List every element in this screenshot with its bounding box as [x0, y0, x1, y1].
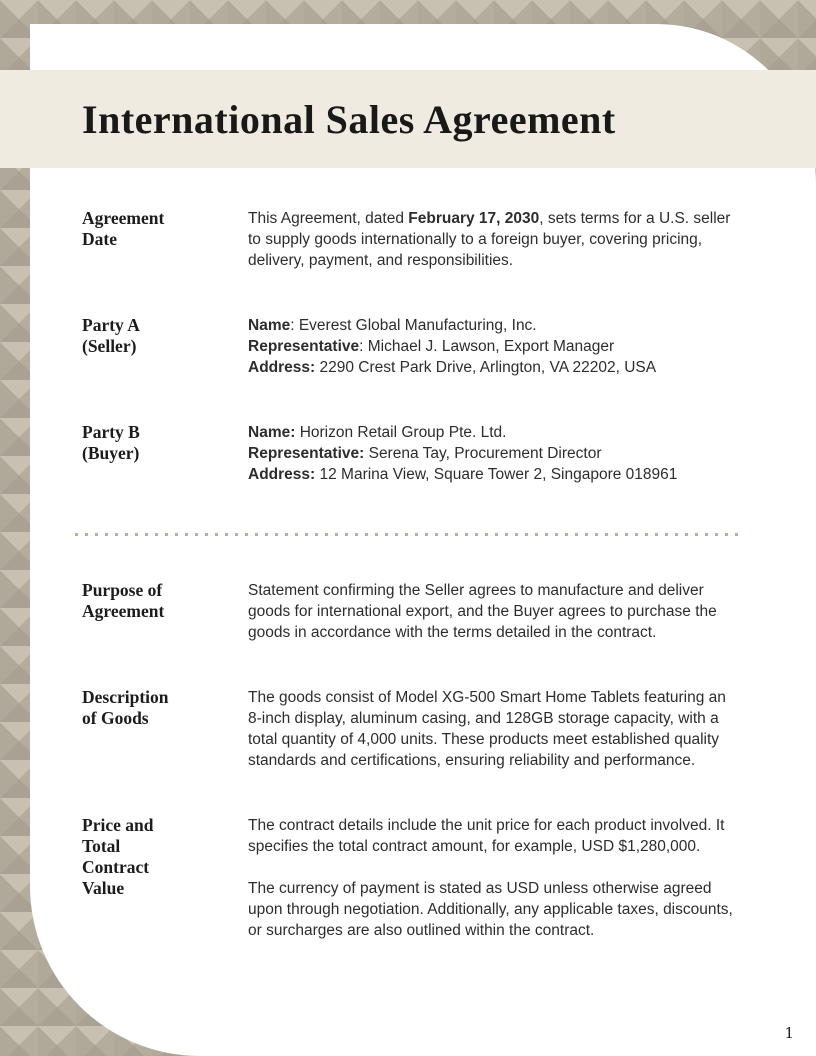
text: 2290 Crest Park Drive, Arlington, VA 22202, USA	[315, 359, 657, 376]
section-body	[248, 687, 740, 771]
text: This Agreement, dated	[248, 210, 409, 227]
text: Horizon Retail Group Pte. Ltd.	[295, 424, 507, 441]
section-price-and-total-contract-value	[82, 815, 740, 941]
page-title: International Sales Agreement	[82, 96, 616, 142]
paragraph	[248, 815, 740, 857]
bold-text: Representative	[248, 338, 360, 355]
paragraph	[248, 422, 740, 443]
section-purpose-of-agreement	[82, 580, 740, 643]
paragraph	[248, 580, 740, 643]
section-party-a-seller	[82, 315, 740, 378]
section-body	[248, 815, 740, 941]
text: , sets terms for a U.S. seller to supply goods internationally to a foreign buyer, covering pricing, delivery, payment, and responsibilities.	[248, 210, 731, 269]
section-label: Party B (Buyer)	[82, 422, 140, 463]
section-label: Price and Total Contract Value	[82, 815, 154, 898]
text: The goods consist of Model XG-500 Smart Home Tablets featuring an 8-inch display, aluminum casing, and 128GB storage capacity, with a total quantity of 4,000 units. These products meet established quality standards and certifications, ensuring reliability and performance.	[248, 689, 726, 769]
dotted-divider	[75, 533, 741, 536]
section-description-of-goods	[82, 687, 740, 771]
section-body	[248, 580, 740, 643]
section-body	[248, 315, 740, 378]
bold-text: Representative:	[248, 445, 365, 462]
text: : Michael J. Lawson, Export Manager	[359, 338, 615, 355]
paragraph	[248, 443, 740, 464]
bold-text: February 17, 2030	[408, 210, 540, 227]
paragraph	[248, 878, 740, 941]
bold-text: Name:	[248, 424, 296, 441]
title-band	[0, 70, 816, 168]
text: The contract details include the unit price for each product involved. It specifies the total contract amount, for example, USD $1,280,000.	[248, 817, 725, 855]
text: The currency of payment is stated as USD unless otherwise agreed upon through negotiation. Additionally, any applicable taxes, discounts, or surcharges are also outlined within the contract.	[248, 880, 733, 939]
paragraph	[248, 336, 740, 357]
bold-text: Address:	[248, 359, 316, 376]
text: 12 Marina View, Square Tower 2, Singapore 018961	[315, 466, 678, 483]
paragraph	[248, 315, 740, 336]
page-number: 1	[784, 1024, 794, 1042]
section-label: Agreement Date	[82, 208, 165, 249]
paragraph	[248, 357, 740, 378]
section-label: Purpose of Agreement	[82, 580, 165, 621]
section-body	[248, 208, 740, 271]
paragraph	[248, 464, 740, 485]
section-party-b-buyer	[82, 422, 740, 485]
bold-text: Name	[248, 317, 291, 334]
bold-text: Address:	[248, 466, 316, 483]
section-body	[248, 422, 740, 485]
sections-container	[82, 168, 740, 941]
section-label: Description of Goods	[82, 687, 169, 728]
text: Serena Tay, Procurement Director	[364, 445, 602, 462]
text: : Everest Global Manufacturing, Inc.	[290, 317, 537, 334]
section-agreement-date	[82, 208, 740, 271]
paragraph	[248, 687, 740, 771]
section-label: Party A (Seller)	[82, 315, 139, 356]
text: Statement confirming the Seller agrees to manufacture and deliver goods for international export, and the Buyer agrees to purchase the goods in accordance with the terms detailed in the contract.	[248, 582, 717, 641]
paragraph	[248, 208, 740, 271]
